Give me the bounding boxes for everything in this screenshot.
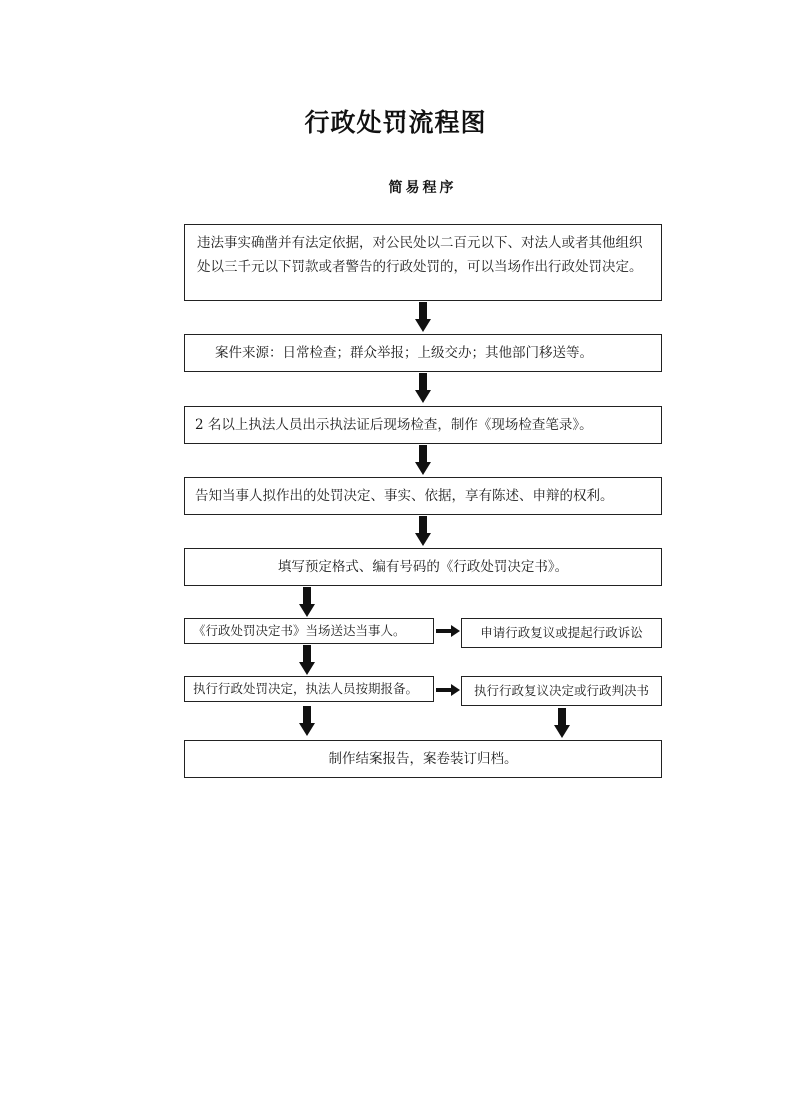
step-text-violation-criteria: 违法事实确凿并有法定依据，对公民处以二百元以下、对法人或者其他组织处以三千元以下罚款或者警告的行政处罚的，可以当场作出行政处罚决定。 xyxy=(197,235,643,275)
arrow-down-5 xyxy=(299,587,315,617)
step-text-close-case: 制作结案报告，案卷装订归档。 xyxy=(328,751,518,767)
step-text-execute-decision: 执行行政处罚决定，执法人员按期报备。 xyxy=(193,681,419,696)
page-subtitle: 简易程序 xyxy=(388,180,457,196)
step-text-case-source: 案件来源：日常检查；群众举报；上级交办；其他部门移送等。 xyxy=(215,345,593,361)
arrow-down-2 xyxy=(415,373,431,403)
step-box-case-source xyxy=(184,334,662,372)
arrow-right-1 xyxy=(436,625,460,637)
branch-box-execute-review-judgment xyxy=(461,676,662,706)
step-box-notify-party xyxy=(184,477,662,515)
step-text-fill-decision: 填写预定格式、编有号码的《行政处罚决定书》。 xyxy=(277,559,569,575)
branch-text-review-litigation: 申请行政复议或提起行政诉讼 xyxy=(480,625,643,640)
arrow-down-7 xyxy=(299,706,315,736)
page-title: 行政处罚流程图 xyxy=(304,108,487,137)
step-box-fill-decision xyxy=(184,548,662,586)
step-box-deliver-decision xyxy=(184,618,434,644)
step-text-notify-party: 告知当事人拟作出的处罚决定、事实、依据，享有陈述、申辩的权利。 xyxy=(195,488,614,504)
step-text-deliver-decision: 《行政处罚决定书》当场送达当事人。 xyxy=(193,623,406,638)
arrow-down-3 xyxy=(415,445,431,475)
branch-box-review-litigation xyxy=(461,618,662,648)
step-text-on-site-inspection: 2 名以上执法人员出示执法证后现场检查，制作《现场检查笔录》。 xyxy=(195,417,593,433)
step-box-close-case xyxy=(184,740,662,778)
step-box-execute-decision xyxy=(184,676,434,702)
arrow-right-2 xyxy=(436,684,460,696)
arrow-down-4 xyxy=(415,516,431,546)
arrow-down-1 xyxy=(415,302,431,332)
step-box-violation-criteria xyxy=(184,224,662,301)
step-box-on-site-inspection xyxy=(184,406,662,444)
arrow-down-8 xyxy=(554,708,570,738)
branch-text-execute-review-judgment: 执行行政复议决定或行政判决书 xyxy=(473,683,649,698)
arrow-down-6 xyxy=(299,645,315,675)
